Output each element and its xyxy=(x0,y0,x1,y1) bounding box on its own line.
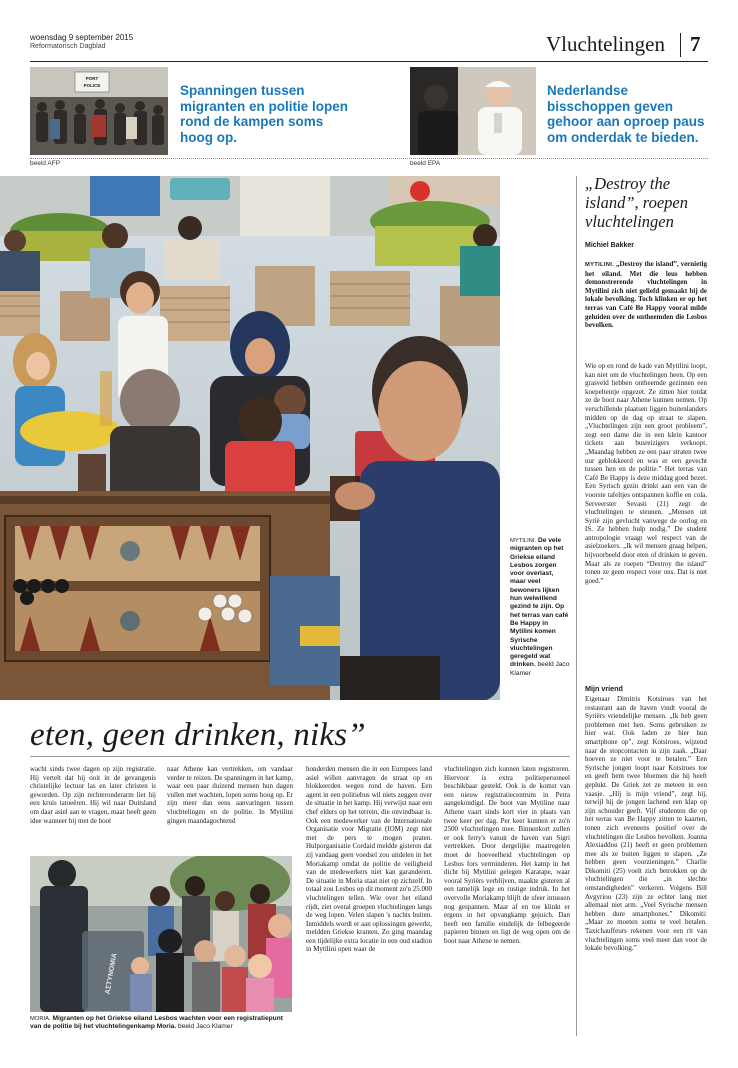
header-rule xyxy=(30,61,708,62)
teaser-divider xyxy=(30,158,708,159)
section-title: Vluchtelingen xyxy=(546,32,665,56)
bottom-photo-moria xyxy=(30,856,292,1012)
svg-text:POLICE: POLICE xyxy=(83,83,101,88)
page-number: 7 xyxy=(690,32,701,56)
teaser-photo-credit: beeld AFP xyxy=(30,160,60,167)
column-rule xyxy=(576,176,577,1036)
main-photo-caption xyxy=(510,537,570,678)
caption-credit: beeld Jaco Klamer xyxy=(510,661,570,677)
sidebar-body: Eigenaar Dimitris Kotsiroes van het restaurant aan de haven vindt vooral de Syriërs vriendelijke mensen. „Ik heb geen problemen met hen. Soms gebruiken ze hier wat. Ook laden ze hier hun smartphone op”, zegt Kotsiroes, wijzend naar de stopcontacten in zijn zaak. „Daar hoeven ze niet voor te betalen.” Een Syrische jongen loopt naar Kotsiroes toe en geeft hem twee bloemen die hij heeft geplukt. De Griek zet ze meteen in een vaasje. „Hij is mijn vriend”, zegt hij, terwijl hij de jongen lachend een klap op zijn schouder geeft. Vijf studenten die op het terras van Be Happy zitten te kaarten, tonen zich eveneens positief over de vluchtelingen die Lesbos bevolken. Joanna Alexiaddou (21) heeft er geen problemen mee als ze buiten liggen te slapen. „Ze hebben geen voorzieningen.” Charlie Dikomiti (25) voelt zich betrokken op de vluchtelingen die „in slechte omstandigheden” verkeren. Volgens Bill Avgyriou (23) zijn ze echter lang niet allemaal niet arm. „Veel Syrische mensen hebben dure smartphones.” Dikomiti: „Maar ze moeten soms te veel betalen. Taxichauffeurs rekenen voor een rit van vluchtelingen soms veel meer dan voor de lokale bevolking.” xyxy=(585,695,707,953)
teaser-headline[interactable]: Spanningen tussen migranten en politie lopen rond de kampen soms hoog op. xyxy=(180,83,349,145)
teaser-photo-credit: beeld EPA xyxy=(410,160,441,167)
teaser-photo-police xyxy=(30,67,168,155)
article-column: naar Athene kan vertrekken, om vandaar verder te reizen. De spanningen in het kamp, waar een paar duizend mensen hun dagen vullen met wachten, lopen soms hoog op. Er zijn meer dan eens aanvaringen tussen vluchtelingen en de politie. In Mytilini gingen maandagochtend xyxy=(167,765,293,825)
teaser-photo-pope xyxy=(410,67,536,155)
police-sign-text: PORT xyxy=(85,76,99,81)
headline-rule xyxy=(30,756,570,757)
sidebar-subheading: Mijn vriend xyxy=(585,684,623,693)
sidebar-intro xyxy=(585,260,707,330)
sidebar-author: Michiel Bakker xyxy=(585,242,635,249)
caption-dateline: MYTILINI. xyxy=(510,538,537,544)
header-separator xyxy=(680,33,681,57)
caption-dateline: MORIA. xyxy=(30,1016,51,1022)
article-headline[interactable]: eten, geen drinken, niks” xyxy=(30,717,366,753)
main-photo-cafe-terrace xyxy=(0,176,500,700)
caption-text: De vele migranten op het Griekse eiland Lesbos zorgen voor overlast, maar veel bewoners lijken hun welwillend gezind te zijn. Op het terras van café Be Happy in Mytilini komen Syrische vluchtelingen geregeld wat drinken. xyxy=(510,537,569,669)
article-column: vluchtelingen zich kunnen laten registreren. Hiervoor is extra politiepersoneel beschikbaar gesteld. Ook is de komst van een nieuw registratiecentrum in Petra aangekondigd. De boot van Mytiline naar Athene vaart sinds kort vier in plaats van twee keer per dag. Per keer kunnen er zo'n 2500 vluchtelingen mee. Binnenkort zullen er ook ferry's vanuit de haven van Sigri vertrekken. Door dergelijke maatregelen moet de hoeveelheid vluchtelingen op Lesbos fors verminderen. Het kamp in het dicht bij Mytilini gelegen Karatape, waar vooral Syriërs verblijven, maakte gisteren al een tamelijk lege en rustige indruk. In het overvolle Moriakamp blijft de sfeer intussen nog gespannen. Maar af en toe klinkt er ergens in het opvangkamp gejuich. Dan heeft een familie eindelijk de felbegeerde papieren binnen en ligt de weg open om de boot naar Athene te nemen. xyxy=(444,765,570,945)
article-column: honderden mensen die in een Europees land asiel willen aanvragen de straat op en blokkeerden wegen rond de haven. Een agent in een politiebus wil niets zeggen over de situatie in het kamp. Hij verwijst naar een chef elders op het terrein, die onvindbaar is. Ook een medewerker van de Internationale Organisatie voor Migratie (IOM) zegt niet met de pers te mogen praten. Hulporganisatie Cordaid meldde gisteren dat zij vandaag geen voedsel zou uitdelen in het Moriakamp omdat de politie de veiligheid van de medewerkers niet kan garanderen. De situatie in Moria staat niet op zichzelf. In totaal zou Lesbos op dit moment zo'n 25.000 vluchtelingen tellen. Wie over het eiland rijdt, ziet overal groepen vluchtelingen langs de weg lopen. Velen slapen 's nachts buiten. Inmiddels wordt er aan oplossingen gewerkt, meldden Griekse kranten. Zo ging maandag een tijdelijke extra locatie in een oud stadion in Mytilini open waar de xyxy=(306,765,432,954)
caption-text: Migranten op het Griekse eiland Lesbos wachten voor een registratiepunt van de politie bij het vluchtelingenkamp Moria. xyxy=(30,1015,283,1030)
sidebar-title[interactable]: „Destroy the island”, roepen vluchtelingen xyxy=(585,174,688,231)
bottom-photo-caption xyxy=(30,1015,292,1031)
police-shield-text: ΑΣΤΥΝΟΜΙΑ xyxy=(104,952,119,995)
sidebar-intro-text: „Destroy the island”, vernietig het eiland. Met die leus hebben demonstrerende vluchtelingen in Mytilini zich niet geliefd gemaakt bij de lokale bevolking. Toch klinken er op het terras van Café Be Happy vooral milde geluiden over de ontheemden die Lesbos bevolken. xyxy=(585,260,707,330)
caption-credit: beeld Jaco Klamer xyxy=(178,1023,233,1030)
teaser-headline[interactable]: Nederlandse bisschoppen geven gehoor aan oproep paus om onderdak te bieden. xyxy=(547,83,705,145)
article-column: wacht sinds twee dagen op zijn registratie. Hij vertelt dat hij ooit in de gevangenis christelijke lectuur las en later christen is geworden. Op zijn rechteronderarm liet hij een kruis tatoeëren. Hij wil naar Duitsland om daar asiel aan te vragen, maar heeft geen idee wanneer hij met de boot xyxy=(30,765,156,825)
newspaper-name: Reformatorisch Dagblad xyxy=(30,43,106,50)
sidebar-dateline: MYTILINI. xyxy=(585,262,615,268)
edition-date: woensdag 9 september 2015 xyxy=(30,33,134,42)
sidebar-body: Wie op en rond de kade van Mytilini loopt, kan niet om de vluchtelingen heen. Op een grasveld hebben ontheemde gezinnen een koepeltentje opgezet. Ze zitten hier totdat ze de boot naar Athene kunnen nemen. Op verschillende plaatsen liggen buitenlanders midden op de dag op straat te slapen. „Vluchtelingen zijn een groot probleem”, zegt een dame die in een klein kantoor tickets aan busreizigers verkoopt. „Maandag hebben ze een paar straten twee uur geblokkeerd en was er een gevecht tussen hen en de politie.” Het terras van Café Be Happy is deze middag goed bezet. Een Syrisch gezin drinkt aan een van de voorste tafeltjes ontspannen koffie en cola. Serveerster Sevasti (21) zegt de vluchtelingen te steunen. „Mensen uit Syrië zijn gevlucht vanwege de oorlog en IS. Ze hebben hulp nodig.” De student antropologie vraagt wel respect van de asielzoekers. „Ik wil mensen graag helpen, bijvoorbeeld door eten of drinken te geven. Maar als ze roepen “Destroy the island” tonen ze geen respect voor ons. Dat is niet goed.” xyxy=(585,362,707,585)
